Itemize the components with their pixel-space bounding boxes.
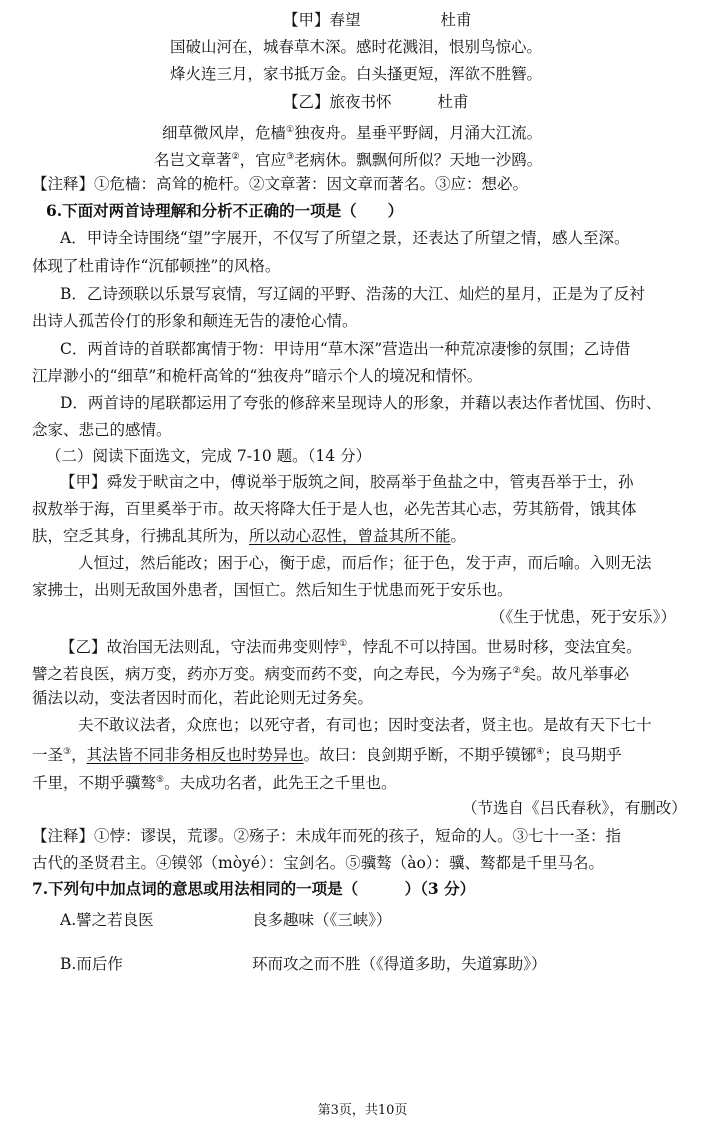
- poem-jia-line: 国破山河在，城春草木深。感时花溅泪，恨别鸟惊心。: [170, 38, 543, 56]
- passage-jia-line: 【甲】舜发于畎亩之中，傅说举于版筑之间，胶鬲举于鱼盐之中，管夷吾举于士，孙: [60, 473, 634, 491]
- q6-option-a-cont: 体现了杜甫诗作“沉郁顿挫”的风格。: [32, 257, 281, 275]
- poem-yi-line: 名岂文章著②，官应③老病休。飘飘何所似？天地一沙鸥。: [154, 151, 543, 170]
- passage-yi-line: 一圣③，其法皆不同非务相反也时势异也。故曰：良剑期乎断，不期乎镆铘④；良马期乎: [32, 746, 622, 765]
- poem-jia-title: 【甲】春望 杜甫: [283, 11, 472, 29]
- question-7-stem: 7.下列句中加点词的意思或用法相同的一项是（ ）（3 分）: [32, 879, 476, 898]
- passage-jia-line: 叔敖举于海，百里奚举于市。故天将降大任于是人也，必先苦其心志，劳其筋骨，饿其体: [32, 500, 637, 518]
- q6-option-c-cont: 江岸渺小的“细草”和桅杆高耸的“独夜舟”暗示个人的境况和情怀。: [32, 367, 483, 385]
- passage-jia-source: （《生于忧患，死于安乐》）: [490, 608, 677, 626]
- q7-option-a-left: A.譬之若良医: [60, 911, 154, 929]
- q6-option-d: D．两首诗的尾联都运用了夸张的修辞来呈现诗人的形象，并藉以表达作者忧国、伤时、: [60, 394, 662, 412]
- q6-option-a: A．甲诗全诗围绕“望”字展开，不仅写了所望之景，还表达了所望之情，感人至深。: [60, 229, 630, 247]
- question-6-stem: 6.下面对两首诗理解和分析不正确的一项是（ ）: [46, 201, 404, 220]
- underlined-sentence: 其法皆不同非务相反也时势异也: [86, 746, 304, 765]
- q7-option-a-right: 良多趣味（《三峡》）: [252, 911, 392, 929]
- section-2-heading: （二）阅读下面选文，完成 7-10 题。（14 分）: [46, 447, 372, 465]
- underlined-sentence: 所以动心忍性，曾益其所不能: [249, 527, 451, 545]
- passage-yi-line: 循法以动，变法者因时而化，若此论则无过务矣。: [32, 689, 374, 707]
- poem-yi-title: 【乙】旅夜书怀 杜甫: [283, 93, 469, 111]
- passage-jia-line: 肤，空乏其身，行拂乱其所为，所以动心忍性，曾益其所不能。: [32, 527, 467, 545]
- poem-yi-line: 细草微风岸，危樯①独夜舟。星垂平野阔，月涌大江流。: [162, 124, 543, 143]
- q7-option-b-left: B.而后作: [60, 955, 123, 973]
- passage-jia-line: 人恒过，然后能改；困于心，衡于虑，而后作；征于色，发于声，而后喻。入则无法: [78, 554, 652, 572]
- passage-note: 古代的圣贤君主。④镆邻（mòyé）：宝剑名。⑤骥骜（ào）：骥、骜都是千里马名。: [32, 854, 605, 872]
- passage-yi-line: 夫不敢议法者，众庶也；以死守者，有司也；因时变法者，贤主也。是故有天下七十: [78, 716, 652, 734]
- passage-yi-line: 譬之若良医，病万变，药亦万变。病变而药不变，向之寿民，今为殇子②矣。故凡举事必: [32, 665, 630, 684]
- poem-jia-line: 烽火连三月，家书抵万金。白头搔更短，浑欲不胜簪。: [170, 65, 543, 83]
- passage-yi-line: 千里，不期乎骥骜⑤。夫成功名者，此先王之千里也。: [32, 774, 397, 793]
- passage-jia-line: 家拂士，出则无敌国外患者，国恒亡。然后知生于忧患而死于安乐也。: [32, 581, 513, 599]
- passage-note: 【注释】①悖：谬误，荒谬。②殇子：未成年而死的孩子，短命的人。③七十一圣：指: [32, 827, 622, 845]
- passage-yi-source: （节选自《吕氏春秋》，有删改）: [462, 799, 687, 817]
- q7-option-b-right: 环而攻之而不胜（《得道多助，失道寡助》）: [252, 955, 547, 973]
- q6-option-c: C．两首诗的首联都寓情于物：甲诗用“草木深”营造出一种荒凉凄惨的氛围；乙诗借: [60, 340, 631, 358]
- q6-option-b: B．乙诗颈联以乐景写哀情，写辽阔的平野、浩荡的大江、灿烂的星月，正是为了反衬: [60, 285, 645, 303]
- q6-option-d-cont: 念家、悲己的感情。: [32, 421, 172, 439]
- page-footer: 第3页，共10页: [317, 1103, 408, 1118]
- poem-note: 【注释】①危樯：高耸的桅杆。②文章著：因文章而著名。③应：想必。: [32, 175, 529, 193]
- q6-option-b-cont: 出诗人孤苦伶仃的形象和颠连无告的凄怆心情。: [32, 312, 358, 330]
- passage-yi-line: 【乙】故治国无法则乱，守法而弗变则悖①，悖乱不可以持国。世易时移，变法宜矣。: [60, 638, 642, 657]
